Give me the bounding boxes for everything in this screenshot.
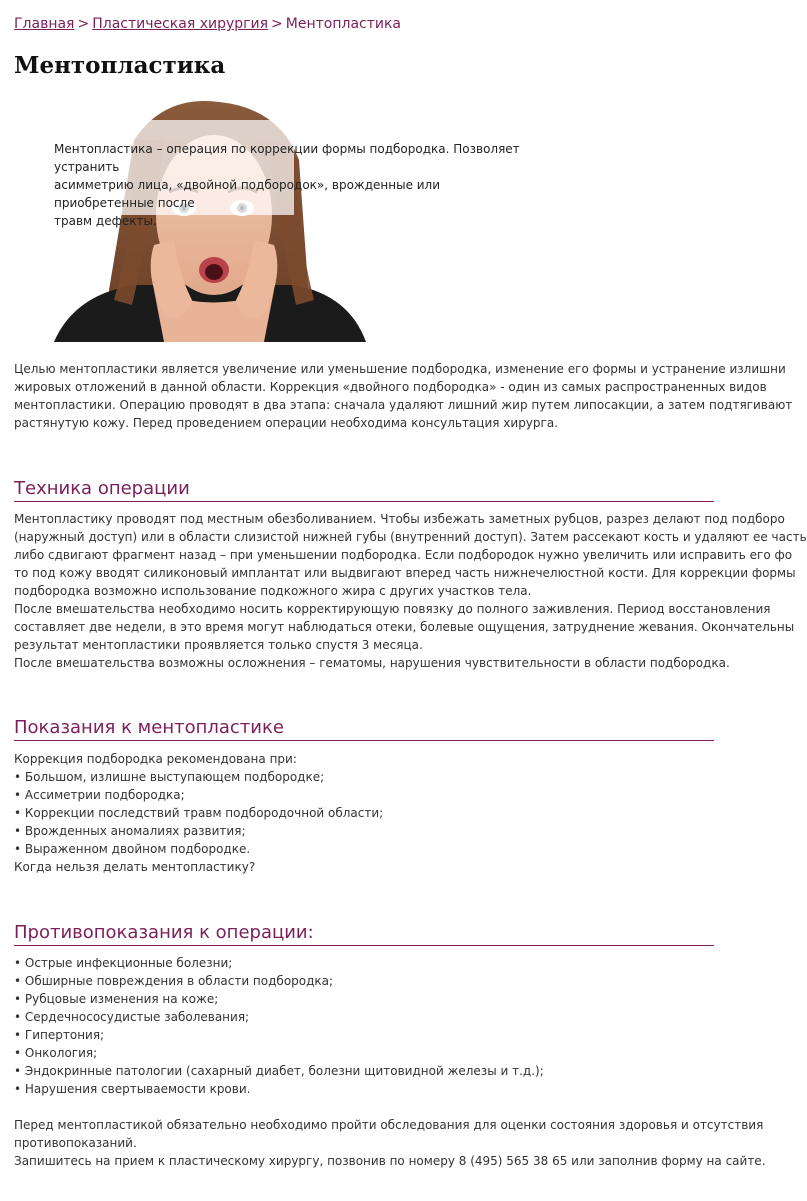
- technique-line: подбородка возможно использование подкожного жира с других участков тела.: [14, 584, 532, 598]
- section-heading-technique: Техника операции: [14, 478, 714, 502]
- hero-caption: [54, 140, 534, 230]
- breadcrumb-separator: >: [77, 16, 90, 32]
- intro-line: жировых отложений в данной области. Коррекция «двойного подбородка» - один из самых распространенных видов: [14, 380, 767, 394]
- page-title: Ментопластика: [14, 52, 226, 79]
- technique-line: Ментопластику проводят под местным обезболиванием. Чтобы избежать заметных рубцов, разрез делают под подборо: [14, 512, 785, 526]
- breadcrumb-current: Ментопластика: [285, 16, 402, 32]
- intro-paragraph: [14, 360, 792, 432]
- technique-line: либо сдвигают фрагмент назад – при уменьшении подбородка. Если подбородок нужно увеличить или исправить его фо: [14, 548, 793, 562]
- list-item: • Обширные повреждения в области подбородка;: [14, 974, 334, 988]
- footer-paragraph: [14, 1116, 766, 1170]
- list-item: • Гипертония;: [14, 1028, 105, 1042]
- technique-line: составляет две недели, в это время могут наблюдаться отеки, болевые ощущения, затруднение жевания. Окончательны: [14, 620, 795, 634]
- hero-caption-line: асимметрию лица, «двойной подбородок», врожденные или приобретенные после: [54, 178, 441, 210]
- technique-line: то под кожу вводят силиконовый имплантат или выдвигают вперед часть нижнечелюстной кости. Для коррекции формы: [14, 566, 796, 580]
- contraindications-list: [14, 954, 544, 1098]
- technique-line: После вмешательства возможны осложнения – гематомы, нарушения чувствительности в области подбородка.: [14, 656, 730, 670]
- list-item: • Рубцовые изменения на коже;: [14, 992, 219, 1006]
- list-item: Когда нельзя делать ментопластику?: [14, 860, 256, 874]
- list-item: • Онкология;: [14, 1046, 98, 1060]
- breadcrumb-home-link[interactable]: Главная: [14, 16, 75, 32]
- hero-caption-line: Ментопластика – операция по коррекции формы подбородка. Позволяет устранить: [54, 142, 520, 174]
- indications-list: [14, 750, 383, 876]
- technique-line: (наружный доступ) или в области слизистой нижней губы (внутренний доступ). Затем рассекают кость и удаляют ее часть: [14, 530, 807, 544]
- technique-paragraph: [14, 510, 807, 672]
- footer-line: Перед ментопластикой обязательно необходимо пройти обследования для оценки состояния здоровья и отсутствия: [14, 1118, 764, 1132]
- breadcrumb: [14, 16, 401, 32]
- hero-caption-line: травм дефекты.: [54, 214, 157, 228]
- list-item: • Эндокринные патологии (сахарный диабет, болезни щитовидной железы и т.д.);: [14, 1064, 544, 1078]
- list-item: Коррекция подбородка рекомендована при:: [14, 752, 297, 766]
- intro-line: Целью ментопластики является увеличение или уменьшение подбородка, изменение его формы и устранение излишни: [14, 362, 786, 376]
- list-item: • Большом, излишне выступающем подбородке;: [14, 770, 325, 784]
- technique-line: После вмешательства необходимо носить корректирующую повязку до полного заживления. Период восстановления: [14, 602, 771, 616]
- list-item: • Выраженном двойном подбородке.: [14, 842, 251, 856]
- footer-line: Запишитесь на прием к пластическому хирургу, позвонив по номеру 8 (495) 565 38 65 или заполнив форму на сайте.: [14, 1154, 766, 1168]
- list-item: • Нарушения свертываемости крови.: [14, 1082, 251, 1096]
- breadcrumb-category-link[interactable]: Пластическая хирургия: [92, 16, 269, 32]
- technique-line: результат ментопластики проявляется только спустя 3 месяца.: [14, 638, 423, 652]
- breadcrumb-separator: >: [271, 16, 283, 32]
- list-item: • Сердечнососудистые заболевания;: [14, 1010, 250, 1024]
- footer-line: противопоказаний.: [14, 1136, 137, 1150]
- list-item: • Острые инфекционные болезни;: [14, 956, 233, 970]
- intro-line: растянутую кожу. Перед проведением операции необходима консультация хирурга.: [14, 416, 558, 430]
- section-heading-indications: Показания к ментопластике: [14, 717, 714, 741]
- section-heading-contraindications: Противопоказания к операции:: [14, 922, 714, 946]
- intro-line: ментопластики. Операцию проводят в два этапа: сначала удаляют лишний жир путем липосакции, а затем подтягивают: [14, 398, 793, 412]
- list-item: • Ассиметрии подбородка;: [14, 788, 185, 802]
- list-item: • Врожденных аномалиях развития;: [14, 824, 246, 838]
- list-item: • Коррекции последствий травм подбородочной области;: [14, 806, 384, 820]
